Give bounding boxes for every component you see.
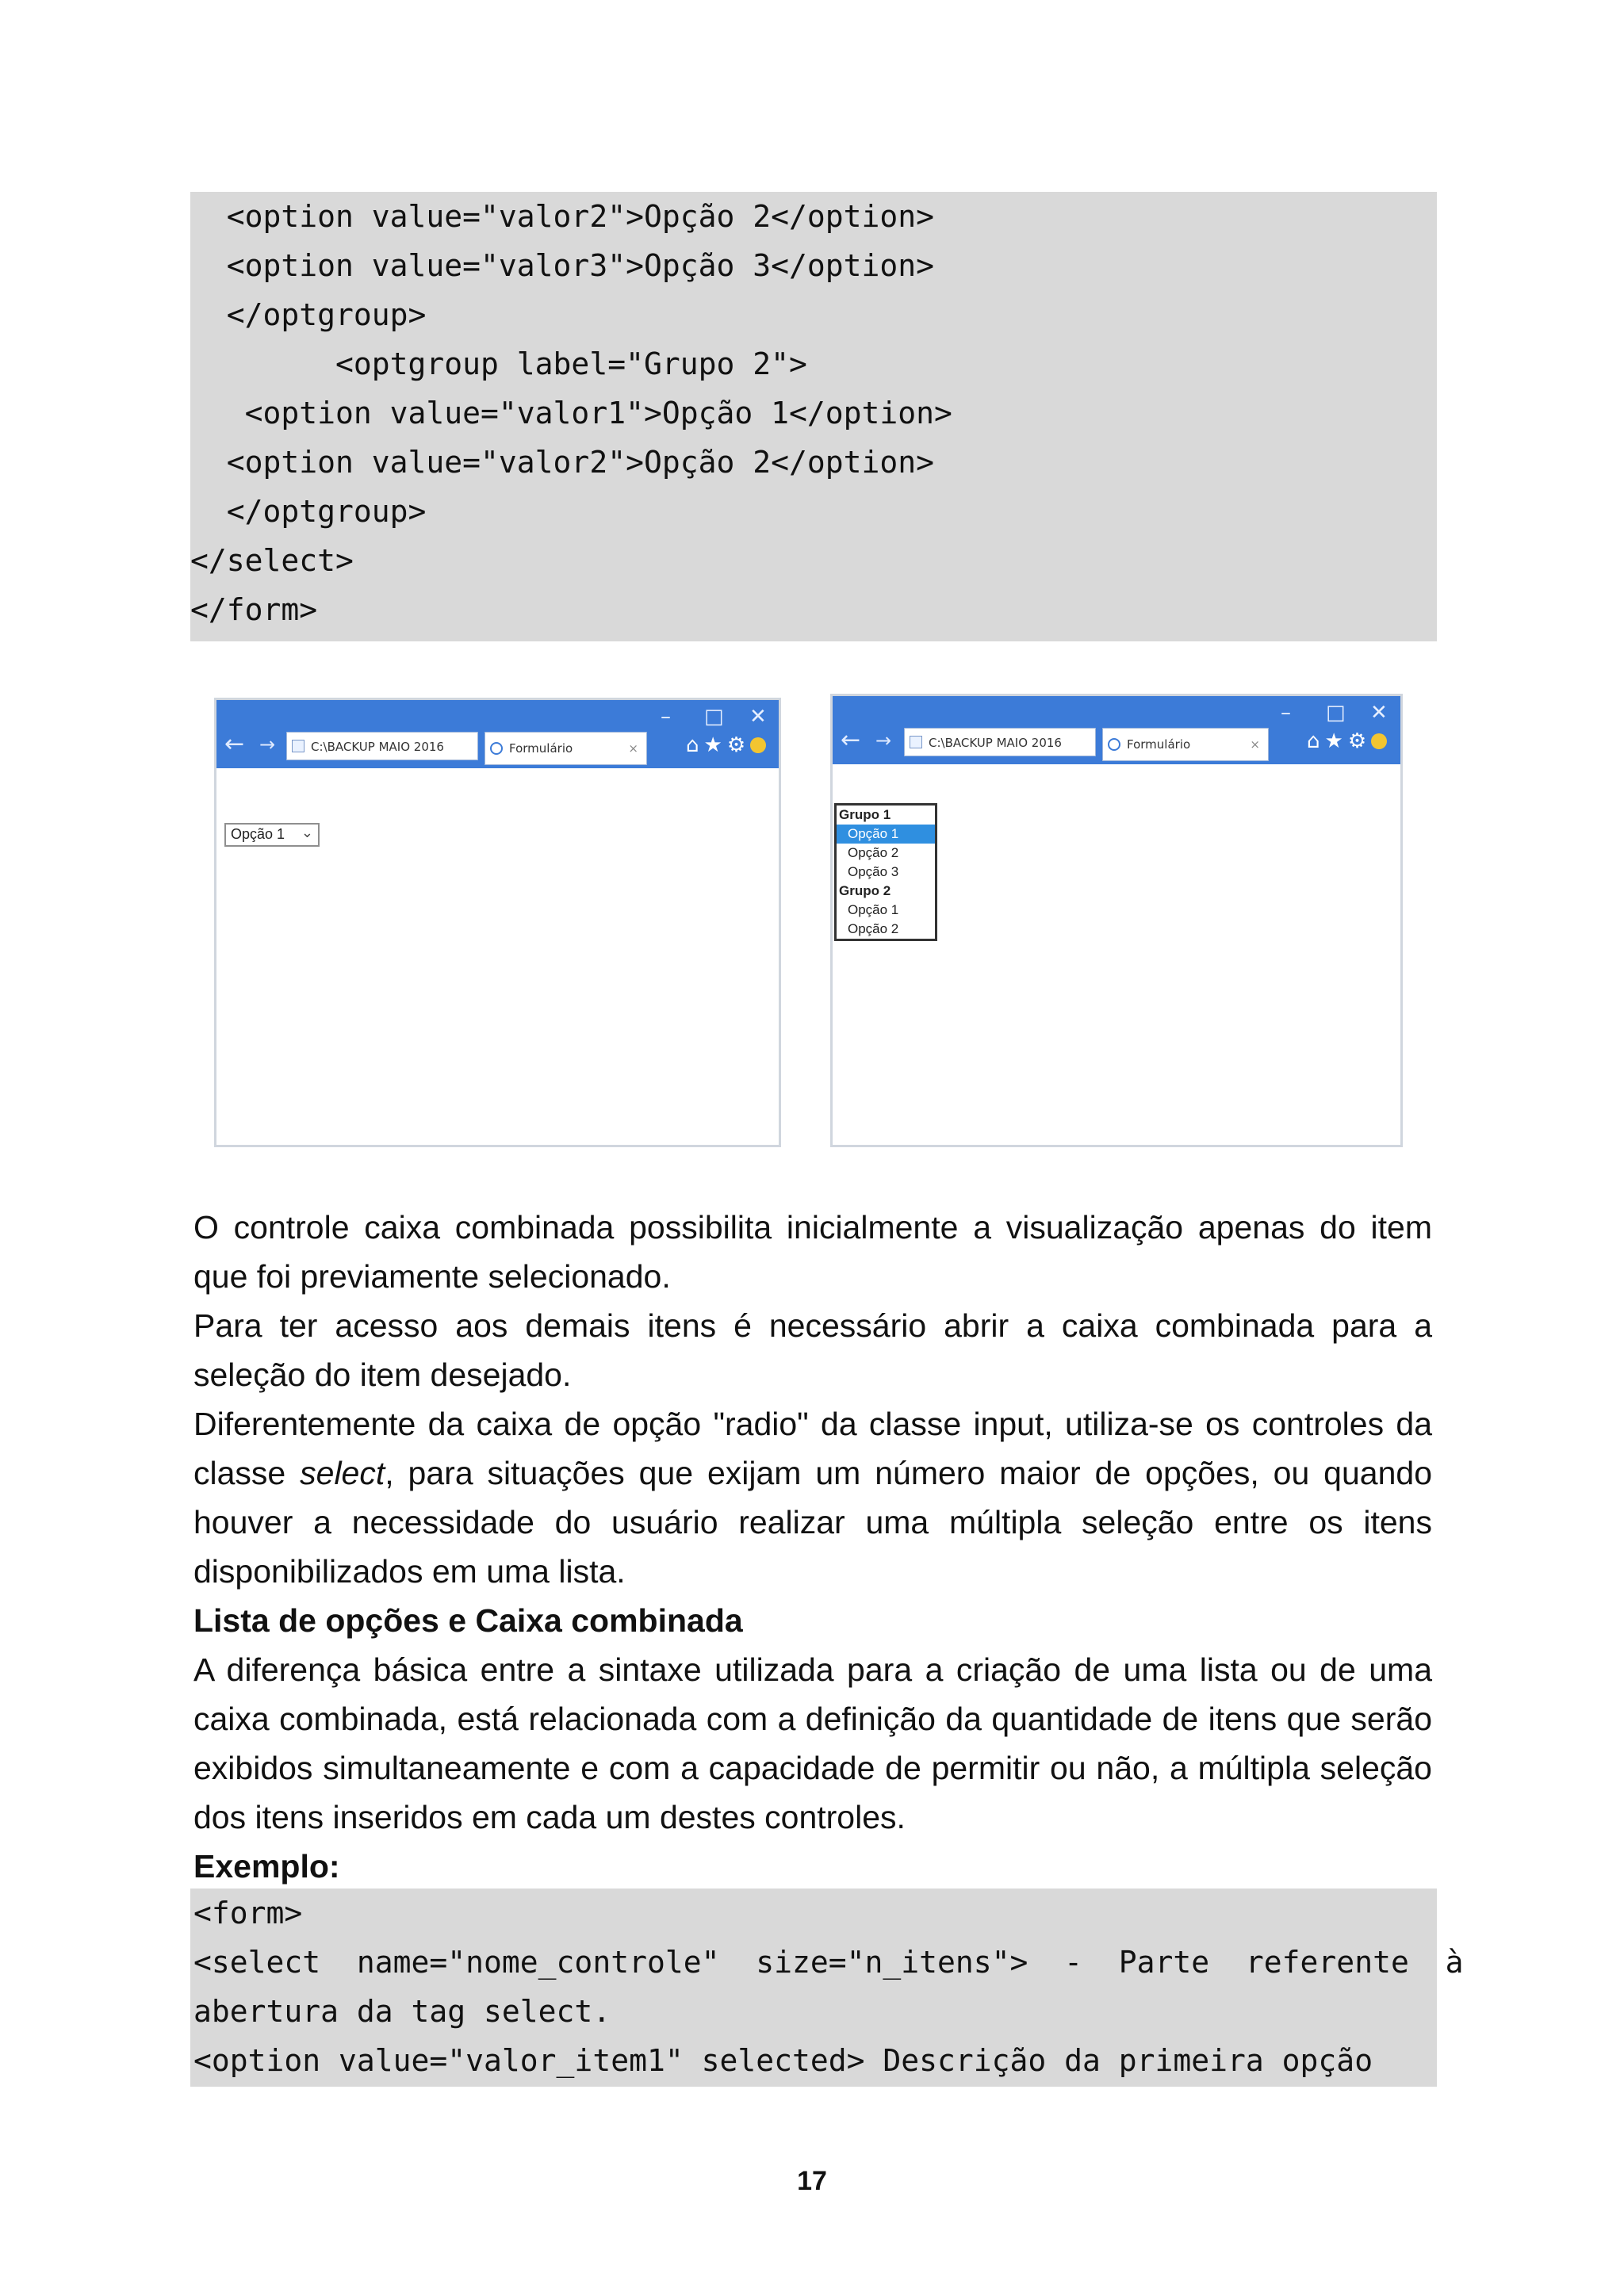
close-icon[interactable]: ✕	[1370, 701, 1388, 725]
code-line: <option value="valor_item1" selected> Descrição da primeira opção	[193, 2043, 1373, 2078]
code-block-top	[190, 192, 1437, 641]
forward-arrow-icon[interactable]: →	[259, 733, 276, 756]
smiley-icon[interactable]	[750, 737, 766, 753]
star-icon[interactable]: ★	[1324, 729, 1348, 753]
list-option[interactable]: Opção 1	[848, 902, 899, 917]
gear-icon[interactable]: ⚙	[726, 733, 751, 757]
browser-tab[interactable]: Formulário ×	[485, 732, 647, 765]
code-line: </select>	[190, 543, 354, 578]
list-option[interactable]: Opção 2	[848, 921, 899, 936]
page-icon	[292, 740, 304, 752]
toolbar-icons	[1307, 729, 1387, 753]
toolbar-icons	[686, 733, 766, 757]
address-bar[interactable]: C:\BACKUP MAIO 2016	[904, 728, 1096, 756]
combo-box[interactable]: Opção 1 ⌄	[224, 823, 320, 847]
browser-tab[interactable]: Formulário ×	[1102, 728, 1269, 761]
code-line: abertura da tag select.	[193, 1994, 611, 2029]
minimize-icon[interactable]: –	[661, 705, 671, 729]
section-heading: Lista de opções e Caixa combinada	[193, 1602, 743, 1639]
minimize-icon[interactable]: –	[1281, 701, 1291, 725]
browser-title-bar	[833, 696, 1400, 764]
list-option[interactable]: Opção 3	[848, 864, 899, 879]
star-icon[interactable]: ★	[703, 733, 727, 757]
code-line: <optgroup label="Grupo 2">	[190, 346, 807, 381]
maximize-icon[interactable]: □	[1326, 701, 1346, 725]
browser-screenshot-left	[214, 698, 781, 1147]
ie-icon	[490, 742, 503, 755]
ie-icon	[1108, 738, 1120, 751]
code-line: <option value="valor1">Opção 1</option>	[190, 396, 952, 430]
browser-title-bar	[216, 700, 779, 768]
smiley-icon[interactable]	[1371, 733, 1387, 749]
close-icon[interactable]: ✕	[749, 705, 767, 729]
code-line: <select name="nome_controle" size="n_itens"> - Parte referente à	[193, 1945, 1464, 1980]
code-line: </optgroup>	[190, 297, 427, 332]
tab-close-icon[interactable]: ×	[628, 741, 638, 756]
options-list-box[interactable]	[834, 803, 937, 941]
example-label: Exemplo:	[193, 1848, 340, 1885]
paragraph: Para ter acesso aos demais itens é necessário abrir a caixa combinada para a seleção do item desejado.	[193, 1307, 1432, 1393]
browser-screenshot-right	[830, 694, 1403, 1147]
body-text	[193, 1203, 1432, 1891]
home-icon[interactable]: ⌂	[1307, 729, 1325, 753]
back-arrow-icon[interactable]: ←	[224, 730, 245, 758]
back-arrow-icon[interactable]: ←	[841, 726, 861, 754]
chevron-down-icon: ⌄	[301, 825, 313, 840]
code-line: <form>	[193, 1896, 303, 1931]
page-icon	[910, 736, 922, 748]
page-number: 17	[797, 2166, 827, 2196]
paragraph: O controle caixa combinada possibilita inicialmente a visualização apenas do item que foi previamente selecionado.	[193, 1209, 1432, 1295]
optgroup-label: Grupo 2	[839, 883, 891, 898]
code-line: <option value="valor2">Opção 2</option>	[190, 199, 934, 234]
code-line: </form>	[190, 592, 318, 627]
list-option[interactable]: Opção 2	[848, 845, 899, 860]
code-line: <option value="valor2">Opção 2</option>	[190, 445, 934, 480]
home-icon[interactable]: ⌂	[686, 733, 704, 757]
paragraph: A diferença básica entre a sintaxe utilizada para a criação de uma lista ou de uma caixa combinada, está relacionada com a definição da quantidade de itens que serão exibidos simultaneamente e com a capacidade de permitir ou não, a múltipla seleção dos itens inseridos em cada um destes controles.	[193, 1651, 1432, 1835]
gear-icon[interactable]: ⚙	[1347, 729, 1372, 753]
code-line: <option value="valor3">Opção 3</option>	[190, 248, 934, 283]
list-option-selected[interactable]: Opção 1	[837, 825, 935, 844]
code-block-bottom	[190, 1888, 1464, 2087]
tab-close-icon[interactable]: ×	[1250, 737, 1260, 752]
optgroup-label: Grupo 1	[839, 807, 891, 822]
maximize-icon[interactable]: □	[704, 705, 724, 729]
paragraph: Diferentemente da caixa de opção "radio" da classe input, utiliza-se os controles da classe select, para situações que exijam um número maior de opções, ou quando houver a necessidade do usuário realizar uma múltipla seleção entre os itens disponibilizados em uma lista.	[193, 1406, 1432, 1590]
forward-arrow-icon[interactable]: →	[875, 729, 892, 752]
address-bar[interactable]: C:\BACKUP MAIO 2016	[286, 732, 478, 760]
code-line: </optgroup>	[190, 494, 427, 529]
